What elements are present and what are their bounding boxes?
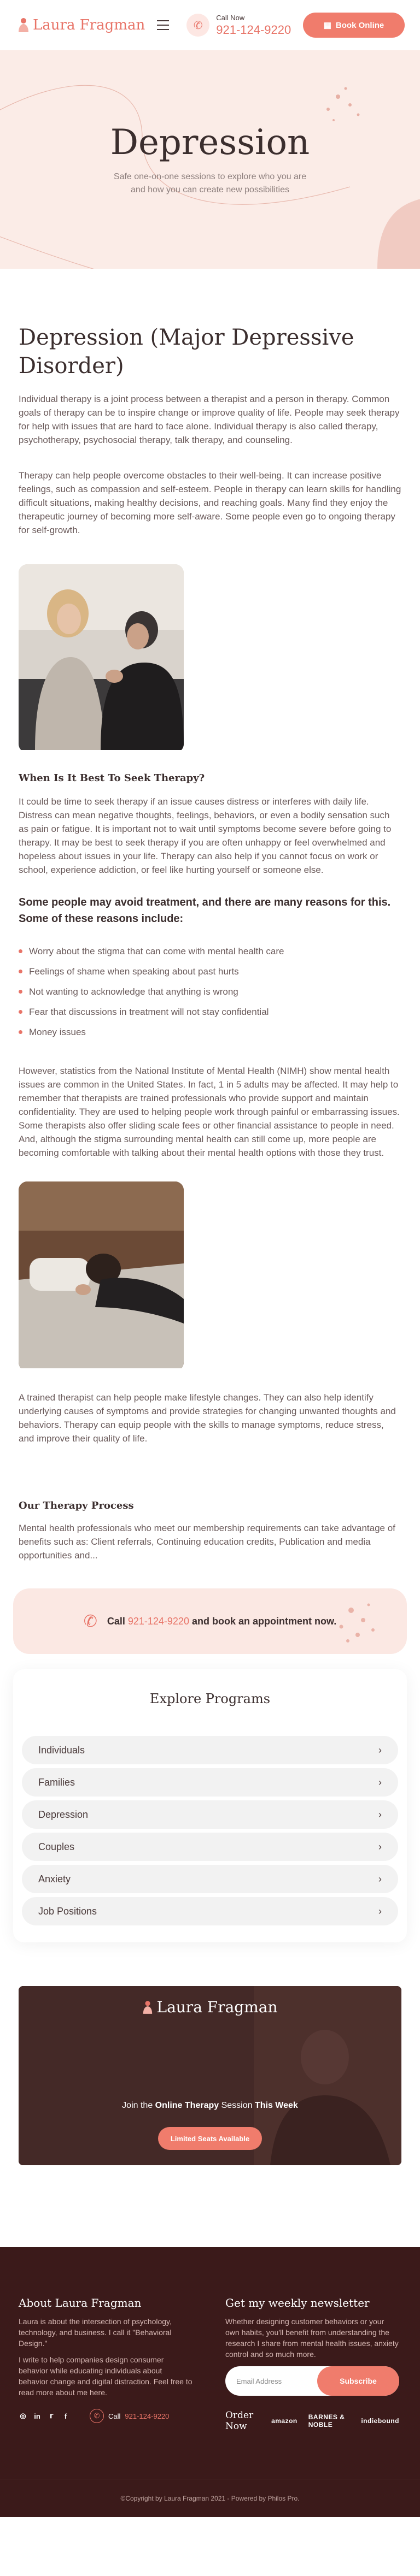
footer-about-title: About Laura Fragman: [19, 2296, 142, 2309]
footer-about-text: Laura is about the intersection of psychology, technology, and business. I call it "Behavioral Design.": [19, 2317, 172, 2348]
chevron-right-icon: ›: [378, 1873, 382, 1884]
promo-logo: Laura Fragman: [19, 1998, 401, 2016]
phone-icon: ✆: [83, 1612, 97, 1630]
calendar-icon: ▦: [323, 21, 331, 30]
page-title: Depression: [110, 122, 310, 163]
call-now[interactable]: [186, 14, 291, 37]
list-item: Not wanting to acknowledge that anything is wrong: [19, 982, 401, 1002]
article-paragraph: A trained therapist can help people make lifestyle changes. They can also help identify underlying causes of symptoms and provide strategies for changing unwanted thoughts and behaviors. Therapy can equip people with the skills to manage symptoms, reduce stress, and improve their quality of life.: [19, 1392, 396, 1444]
explore-programs: [13, 1669, 407, 1942]
phone-icon: ✆: [90, 2409, 104, 2423]
store-indiebound[interactable]: indiebound: [361, 2417, 399, 2425]
chevron-right-icon: ›: [378, 1841, 382, 1852]
list-item: Worry about the stigma that can come with mental health care: [19, 941, 401, 961]
footer-about-text: I write to help companies design consumer behavior while educating individuals about behavior change and digital distraction. Feel free to read more about me here.: [19, 2355, 192, 2397]
article-paragraph: Mental health professionals who meet our membership requirements can take advantage of benefits such as: Client referrals, Continuing education credits, Publication and media opportunities and...: [19, 1523, 395, 1561]
program-item-individuals[interactable]: Individuals ›: [22, 1736, 398, 1764]
hero-subtitle: [0, 170, 420, 197]
limited-seats-button[interactable]: Limited Seats Available: [158, 2127, 262, 2150]
order-now: [225, 2410, 399, 2432]
twitter-icon[interactable]: 𝕣: [49, 2412, 54, 2420]
article-heading: Depression (Major Depressive Disorder): [19, 325, 354, 379]
bullet-icon: [19, 970, 22, 973]
subscribe-button[interactable]: Subscribe: [317, 2366, 399, 2396]
footer-call[interactable]: ✆ Call 921-124-9220: [90, 2409, 169, 2423]
copyright: ©Copyright by Laura Fragman 2021 - Powered by Philos Pro.: [0, 2479, 420, 2517]
linkedin-icon[interactable]: in: [34, 2412, 40, 2420]
bullet-icon: [19, 1010, 22, 1014]
promo-banner: [19, 1986, 401, 2165]
call-banner[interactable]: [13, 1588, 407, 1654]
bullet-icon: [19, 949, 22, 953]
site-header: [0, 0, 420, 50]
logo[interactable]: [18, 17, 145, 33]
email-field[interactable]: Email Address: [236, 2377, 282, 2385]
logo-mark-icon: [18, 17, 30, 33]
newsletter-title: Get my weekly newsletter: [225, 2296, 370, 2309]
hero-subtitle-line1: Safe one-on-one sessions to explore who you are: [113, 172, 307, 181]
chevron-right-icon: ›: [378, 1776, 382, 1788]
instagram-icon[interactable]: ◎: [20, 2412, 26, 2420]
banner-number[interactable]: 921-124-9220: [127, 1615, 189, 1627]
chevron-right-icon: ›: [378, 1744, 382, 1756]
hero-subtitle-line2: and how you can create new possibilities: [131, 185, 289, 194]
list-item: Money issues: [19, 1022, 401, 1042]
section-heading: When Is It Best To Seek Therapy?: [19, 772, 205, 784]
bullet-icon: [19, 990, 22, 994]
program-item-families[interactable]: Families ›: [22, 1768, 398, 1797]
book-online-label: Book Online: [335, 20, 384, 30]
menu-icon[interactable]: [157, 20, 169, 30]
chevron-right-icon: ›: [378, 1905, 382, 1917]
call-label: Call Now: [216, 13, 245, 22]
logo-mark-icon: [142, 2000, 153, 2015]
store-barnes-noble[interactable]: BARNES & NOBLE: [308, 2413, 345, 2429]
explore-title: Explore Programs: [149, 1691, 271, 1706]
article-paragraph: Individual therapy is a joint process between a therapist and a person in therapy. Common goals of therapy can be to inspire change or improve quality of life. People may seek therapy for help with issues that are hard to face alone. Individual therapy is also called therapy, psychotherapy, psychosocial therapy, talk therapy, and counseling.: [19, 394, 400, 445]
hero-banner: [0, 50, 420, 269]
list-item: Feelings of shame when speaking about past hurts: [19, 961, 401, 982]
call-number[interactable]: 921-124-9220: [216, 22, 291, 37]
reasons-lead: Some people may avoid treatment, and there are many reasons for this. Some of these reasons include:: [19, 896, 391, 925]
therapy-session-image: [19, 564, 184, 753]
call-banner-text: Call 921-124-9220 and book an appointment now.: [107, 1615, 337, 1627]
article-paragraph: Therapy can help people overcome obstacles to their well-being. It can increase positive feelings, such as compassion and self-esteem. People in therapy can learn skills for handling difficult situations, making healthy decisions, and reaching goals. Many find they enjoy the therapeutic journey of becoming more self-aware. Some people even go to ongoing therapy for self-growth.: [19, 470, 401, 535]
program-item-couples[interactable]: Couples ›: [22, 1833, 398, 1861]
newsletter-form: [225, 2366, 399, 2396]
article-paragraph: However, statistics from the National Institute of Mental Health (NIMH) show mental health issues are common in the United States. In fact, 1 in 5 adults may be affected. It may help to remember that therapists are trained professionals who provide support and maintain confidentiality. They are used to helping people work through painful or embarrassing issues. Some therapists also offer sliding scale fees or other financial assistance to people in need. And, although the stigma surrounding mental health can still come up, more people are becoming comfortable with talking about their mental health options with those they trust.: [19, 1066, 400, 1158]
article: [0, 269, 420, 1562]
bullet-icon: [19, 1030, 22, 1034]
promo-text: Join the Online Therapy Session This Week: [122, 2101, 298, 2110]
therapy-couch-image: [19, 1181, 184, 1371]
list-item: Fear that discussions in treatment will not stay confidential: [19, 1002, 401, 1022]
book-online-button[interactable]: [303, 13, 405, 38]
logo-text: Laura Fragman: [33, 17, 145, 33]
store-amazon[interactable]: amazon: [271, 2417, 298, 2425]
section-heading: Our Therapy Process: [19, 1500, 134, 1511]
footer-about: [19, 2296, 192, 2432]
order-now-label: Order Now: [225, 2410, 254, 2432]
reasons-list: [19, 941, 401, 1042]
facebook-icon[interactable]: f: [64, 2412, 67, 2420]
social-links: [19, 2409, 192, 2423]
article-paragraph: It could be time to seek therapy if an issue causes distress or interferes with daily life. Distress can mean negative thoughts, feelings, behaviors, or even a bodily sensation such as pain or fatigue. It is important not to wait until symptoms become severe before going to therapy. It may be best to seek therapy if you are often unhappy or feel overwhelmed and hopeless about issues in your life. Therapy can also help if you cannot focus on work or school, experience addiction, or feel like hurting yourself or someone else.: [19, 796, 392, 875]
footer-call-number[interactable]: 921-124-9220: [125, 2412, 170, 2420]
footer-newsletter: [225, 2296, 399, 2432]
chevron-right-icon: ›: [378, 1809, 382, 1820]
site-footer: [0, 2247, 420, 2517]
phone-icon: ✆: [186, 14, 209, 37]
program-item-job-positions[interactable]: Job Positions ›: [22, 1897, 398, 1925]
newsletter-text: Whether designing customer behaviors or your own habits, you'll benefit from understanding the research I share from mental health issues, anxiety control and so much more.: [225, 2317, 399, 2359]
program-item-depression[interactable]: Depression ›: [22, 1800, 398, 1829]
program-item-anxiety[interactable]: Anxiety ›: [22, 1865, 398, 1893]
